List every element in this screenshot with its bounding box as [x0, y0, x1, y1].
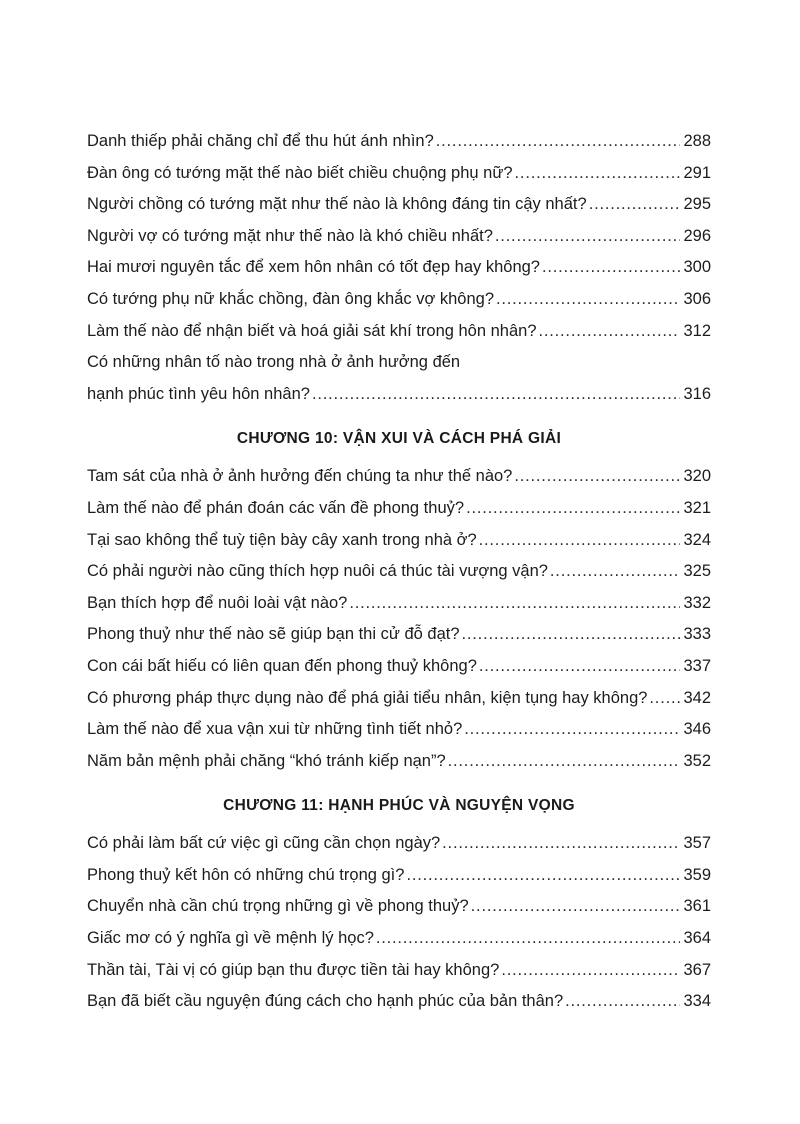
- dot-leader: [312, 379, 681, 411]
- chapter-heading: CHƯƠNG 11: HẠNH PHÚC VÀ NGUYỆN VỌNG: [223, 797, 575, 815]
- dot-leader: [406, 860, 680, 892]
- dot-leader: [349, 588, 680, 620]
- toc-section-chapter-11: [87, 828, 711, 1018]
- toc-entry-page: 312: [683, 321, 711, 340]
- toc-entry-title: Đàn ông có tướng mặt thế nào biết chiều chuộng phụ nữ?: [87, 163, 513, 182]
- toc-entry-page: 306: [683, 289, 711, 308]
- toc-entry[interactable]: [87, 651, 711, 683]
- toc-entry[interactable]: [87, 556, 711, 588]
- toc-section-chapter-10: [87, 461, 711, 777]
- toc-entry-page: 367: [683, 960, 711, 979]
- dot-leader: [550, 556, 681, 588]
- toc-entry[interactable]: [87, 252, 711, 284]
- dot-leader: [466, 493, 680, 525]
- dot-leader: [514, 461, 680, 493]
- dot-leader: [462, 619, 681, 651]
- toc-entry[interactable]: [87, 284, 711, 316]
- toc-entry-title: Phong thuỷ như thế nào sẽ giúp bạn thi cử đỗ đạt?: [87, 625, 460, 644]
- toc-entry-title-line1: Có những nhân tố nào trong nhà ở ảnh hưởng đến: [87, 353, 461, 372]
- toc-entry-title: Làm thế nào để nhận biết và hoá giải sát khí trong hôn nhân?: [87, 321, 537, 340]
- toc-entry[interactable]: [87, 714, 711, 746]
- toc-entry[interactable]: [87, 683, 711, 715]
- toc-entry-title: Giấc mơ có ý nghĩa gì về mệnh lý học?: [87, 929, 374, 948]
- toc-entry-page: 300: [683, 258, 711, 277]
- toc-entry-title: Bạn thích hợp để nuôi loài vật nào?: [87, 593, 348, 612]
- toc-entry[interactable]: [87, 525, 711, 557]
- toc-entry-title: Có phải người nào cũng thích hợp nuôi cá thúc tài vượng vận?: [87, 562, 548, 581]
- dot-leader: [496, 284, 680, 316]
- toc-entry-title: Có tướng phụ nữ khắc chồng, đàn ông khắc vợ không?: [87, 289, 494, 308]
- toc-entry-page: 320: [683, 467, 711, 486]
- toc-entry-page: 352: [683, 751, 711, 770]
- toc-entry-title: Người chồng có tướng mặt như thế nào là không đáng tin cậy nhất?: [87, 195, 587, 214]
- toc-entry[interactable]: [87, 860, 711, 892]
- toc-entry-multiline[interactable]: [87, 347, 711, 410]
- toc-entry[interactable]: [87, 221, 711, 253]
- toc-entry[interactable]: [87, 955, 711, 987]
- toc-entry-title: Tại sao không thể tuỳ tiện bày cây xanh trong nhà ở?: [87, 530, 477, 549]
- toc-entry-line2: [87, 379, 711, 411]
- toc-entry[interactable]: [87, 923, 711, 955]
- toc-entry[interactable]: [87, 746, 711, 778]
- toc-entry[interactable]: [87, 828, 711, 860]
- dot-leader: [515, 158, 681, 190]
- toc-section-previous-chapter: [87, 126, 711, 410]
- toc-entry[interactable]: [87, 189, 711, 221]
- toc-entry-page: 364: [683, 929, 711, 948]
- dot-leader: [479, 525, 681, 557]
- dot-leader: [565, 986, 680, 1018]
- toc-entry-page: 324: [683, 530, 711, 549]
- dot-leader: [495, 221, 681, 253]
- toc-entry-page: 337: [683, 656, 711, 675]
- toc-entry-title: Có phương pháp thực dụng nào để phá giải tiểu nhân, kiện tụng hay không?: [87, 688, 648, 707]
- toc-entry-title: Năm bản mệnh phải chăng “khó tránh kiếp nạn”?: [87, 751, 446, 770]
- dot-leader: [589, 189, 681, 221]
- dot-leader: [436, 126, 681, 158]
- toc-entry-page: 359: [683, 865, 711, 884]
- dot-leader: [501, 955, 680, 987]
- toc-entry-page: 295: [683, 195, 711, 214]
- toc-entry-title: Bạn đã biết cầu nguyện đúng cách cho hạnh phúc của bản thân?: [87, 992, 564, 1011]
- dot-leader: [542, 252, 680, 284]
- toc-entry[interactable]: [87, 588, 711, 620]
- toc-entry-title: Thần tài, Tài vị có giúp bạn thu được tiền tài hay không?: [87, 960, 500, 979]
- dot-leader: [464, 714, 680, 746]
- toc-entry-title: Chuyển nhà cần chú trọng những gì về phong thuỷ?: [87, 897, 469, 916]
- toc-entry[interactable]: [87, 126, 711, 158]
- toc-entry-title: Hai mươi nguyên tắc để xem hôn nhân có tốt đẹp hay không?: [87, 258, 540, 277]
- toc-entry-page: 332: [683, 593, 711, 612]
- toc-entry-page: 342: [683, 688, 711, 707]
- table-of-contents: [87, 126, 711, 1018]
- toc-entry-page: 334: [683, 992, 711, 1011]
- toc-entry-page: 346: [683, 720, 711, 739]
- toc-entry-page: 357: [683, 834, 711, 853]
- chapter-heading: CHƯƠNG 10: VẬN XUI VÀ CÁCH PHÁ GIẢI: [236, 430, 562, 448]
- toc-entry-title: Con cái bất hiếu có liên quan đến phong thuỷ không?: [87, 656, 477, 675]
- dot-leader: [539, 316, 681, 348]
- toc-entry-page: 296: [683, 226, 711, 245]
- dot-leader: [471, 891, 681, 923]
- dot-leader: [448, 746, 681, 778]
- toc-entry[interactable]: [87, 158, 711, 190]
- toc-entry[interactable]: [87, 986, 711, 1018]
- toc-entry-title: Danh thiếp phải chăng chỉ để thu hút ánh nhìn?: [87, 132, 434, 150]
- toc-entry-title: Làm thế nào để phán đoán các vấn đề phong thuỷ?: [87, 498, 465, 517]
- toc-entry-title: Làm thế nào để xua vận xui từ những tình tiết nhỏ?: [87, 720, 463, 739]
- toc-entry-page: 321: [683, 498, 711, 517]
- dot-leader: [442, 828, 680, 860]
- toc-entry-title: Phong thuỷ kết hôn có những chú trọng gì?: [87, 865, 405, 884]
- toc-entry-title: Người vợ có tướng mặt như thế nào là khó chiều nhất?: [87, 226, 493, 245]
- toc-entry-title: Có phải làm bất cứ việc gì cũng cần chọn ngày?: [87, 834, 441, 853]
- toc-entry-page: 333: [683, 625, 711, 644]
- toc-entry-page: 291: [683, 163, 711, 182]
- toc-entry-page: 316: [683, 384, 711, 403]
- dot-leader: [376, 923, 681, 955]
- toc-entry[interactable]: [87, 461, 711, 493]
- toc-entry-page: 325: [683, 562, 711, 581]
- toc-entry-page: 361: [683, 897, 711, 916]
- toc-entry-title-line2: hạnh phúc tình yêu hôn nhân?: [87, 384, 310, 403]
- toc-entry-title: Tam sát của nhà ở ảnh hưởng đến chúng ta như thế nào?: [87, 467, 513, 486]
- dot-leader: [649, 683, 680, 715]
- toc-entry[interactable]: [87, 316, 711, 348]
- toc-entry[interactable]: [87, 493, 711, 525]
- dot-leader: [479, 651, 681, 683]
- toc-entry[interactable]: [87, 891, 711, 923]
- toc-entry-page: 288: [683, 132, 711, 150]
- toc-entry[interactable]: [87, 619, 711, 651]
